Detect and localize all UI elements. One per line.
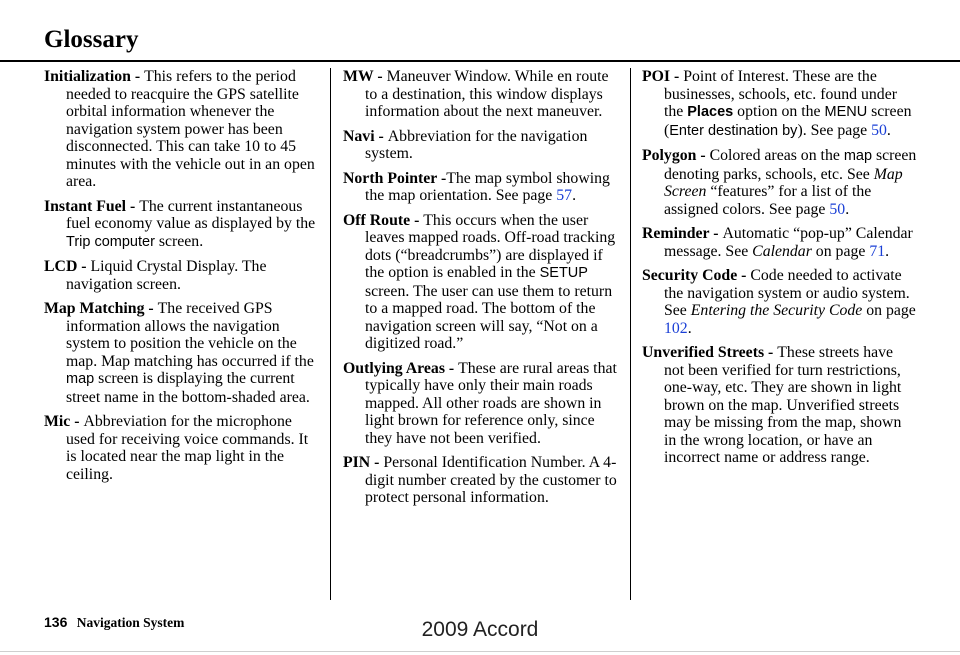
glossary-definition: . <box>885 242 890 260</box>
column-divider <box>630 68 631 600</box>
glossary-definition: screen denoting parks, schools, etc. See <box>664 147 917 183</box>
ui-reference: Map Screen <box>664 165 903 200</box>
glossary-entry <box>44 300 319 406</box>
page-link[interactable]: 50 <box>871 121 887 139</box>
glossary-entry <box>642 68 917 140</box>
section-name: Navigation System <box>76 615 185 630</box>
glossary-column-1 <box>44 68 319 490</box>
glossary-definition: Maneuver Window. While en route to a destination, this window displays information about the next maneuver. <box>365 68 609 120</box>
glossary-term: North Pointer - <box>343 169 447 187</box>
glossary-definition: . <box>572 187 577 204</box>
glossary-definition: screen ( <box>664 103 912 139</box>
glossary-definition: . <box>886 121 891 139</box>
glossary-definition: Abbreviation for the microphone used for receiving voice commands. It is located near the map light in the ceiling. <box>66 413 309 483</box>
watermark: 2009 Accord <box>421 618 539 641</box>
glossary-entry <box>642 147 917 218</box>
glossary-definition: The received GPS information allows the navigation system to position the vehicle on the map. Map matching has occurred if the <box>66 300 314 370</box>
page-link[interactable]: 71 <box>869 242 886 260</box>
footer-rule <box>0 651 960 652</box>
glossary-term: Mic - <box>44 413 84 430</box>
glossary-entry <box>343 360 618 448</box>
glossary-term: Outlying Areas - <box>343 359 459 377</box>
glossary-column-3 <box>642 68 917 474</box>
glossary-term: Reminder - <box>642 225 723 242</box>
ui-reference: Trip computer <box>66 233 155 250</box>
ui-reference: Entering the Security Code <box>690 302 863 319</box>
glossary-definition: Personal Identification Number. A 4-digit number created by the customer to protect personal information. <box>365 454 617 506</box>
glossary-definition: screen. <box>154 232 204 250</box>
glossary-entry <box>343 212 618 353</box>
glossary-definition: The current instantaneous fuel economy value as displayed by the <box>66 197 316 232</box>
glossary-entry <box>343 68 618 121</box>
glossary-entry <box>44 413 319 483</box>
glossary-definition: Abbreviation for the navigation system. <box>365 127 588 162</box>
ui-reference: MENU <box>824 104 868 120</box>
glossary-definition: on page <box>862 302 916 319</box>
glossary-entry <box>343 170 618 205</box>
glossary-term: MW - <box>343 68 387 85</box>
glossary-term: Instant Fuel - <box>44 197 140 215</box>
page-link[interactable]: 57 <box>556 187 573 204</box>
ui-reference: Enter destination by <box>669 122 798 139</box>
glossary-definition: . <box>687 319 692 337</box>
ui-reference: map <box>66 371 95 387</box>
glossary-definition: option on the <box>733 103 825 120</box>
glossary-definition: These are rural areas that typically have only their main roads mapped. All other roads are shown in light brown for reference only, since they have not been verified. <box>365 359 617 447</box>
glossary-entry <box>44 198 319 252</box>
ui-reference: Places <box>687 104 734 120</box>
glossary-entry <box>44 68 319 191</box>
glossary-definition: “features” for a list of the assigned colors. See page <box>664 183 872 218</box>
glossary-definition: Code needed to activate the navigation system or audio system. See <box>664 267 910 319</box>
page-link[interactable]: 50 <box>829 200 846 218</box>
glossary-entry <box>642 267 917 337</box>
glossary-definition: This refers to the period needed to reacquire the GPS satellite orbital information whenever the navigation system power has been disconnected. This can take 10 to 45 minutes with the vehicle out in an open area. <box>66 68 315 190</box>
glossary-term: Security Code - <box>642 267 751 284</box>
glossary-definition: screen. The user can use them to return to a mapped road. The bottom of the navigation screen will say, “Not on a digitized road.” <box>365 282 613 352</box>
glossary-definition: This occurs when the user leaves mapped roads. Off-road tracking dots (“breadcrumbs”) are displayed if the option is enabled in the <box>365 211 616 281</box>
glossary-term: Polygon - <box>642 147 710 164</box>
glossary-term: PIN - <box>343 454 384 471</box>
glossary-column-2 <box>343 68 618 514</box>
glossary-term: Off Route - <box>343 211 424 229</box>
glossary-entry <box>343 128 618 163</box>
glossary-term: POI - <box>642 68 684 85</box>
glossary-definition: screen is displaying the current street name in the bottom-shaded area. <box>66 370 310 406</box>
glossary-definition: on page <box>811 242 870 260</box>
page-link[interactable]: 102 <box>664 319 688 337</box>
glossary-term: LCD - <box>44 258 91 275</box>
page-title: Glossary <box>44 26 139 53</box>
glossary-entry <box>642 344 917 467</box>
column-divider <box>330 68 331 600</box>
ui-reference: SETUP <box>539 265 588 281</box>
header-rule <box>0 60 960 62</box>
glossary-definition: Colored areas on the <box>709 147 844 164</box>
glossary-entry <box>343 454 618 507</box>
glossary-definition: The map symbol showing the map orientation. See page <box>365 169 610 204</box>
ui-reference: Calendar <box>752 242 812 260</box>
ui-reference: map <box>843 148 873 164</box>
glossary-definition: Point of Interest. These are the businesses, schools, etc. found under the <box>664 68 897 120</box>
page-number: 136 <box>44 614 68 630</box>
glossary-definition: Automatic “pop-up” Calendar message. See <box>664 225 913 260</box>
glossary-definition: ). See page <box>797 121 872 139</box>
glossary-term: Unverified Streets - <box>642 344 778 361</box>
glossary-definition: Liquid Crystal Display. The navigation screen. <box>66 258 267 293</box>
glossary-term: Map Matching - <box>44 300 158 317</box>
glossary-definition: . <box>845 200 850 218</box>
glossary-definition: These streets have not been verified for turn restrictions, one-way, etc. They are shown in light brown on the map. Unverified streets may be missing from the map, shown in the wrong location, or have an incorrect name or address range. <box>664 344 902 466</box>
glossary-entry <box>44 258 319 293</box>
glossary-term: Initialization - <box>44 68 145 85</box>
glossary-entry <box>642 225 917 260</box>
glossary-term: Navi - <box>343 127 388 145</box>
